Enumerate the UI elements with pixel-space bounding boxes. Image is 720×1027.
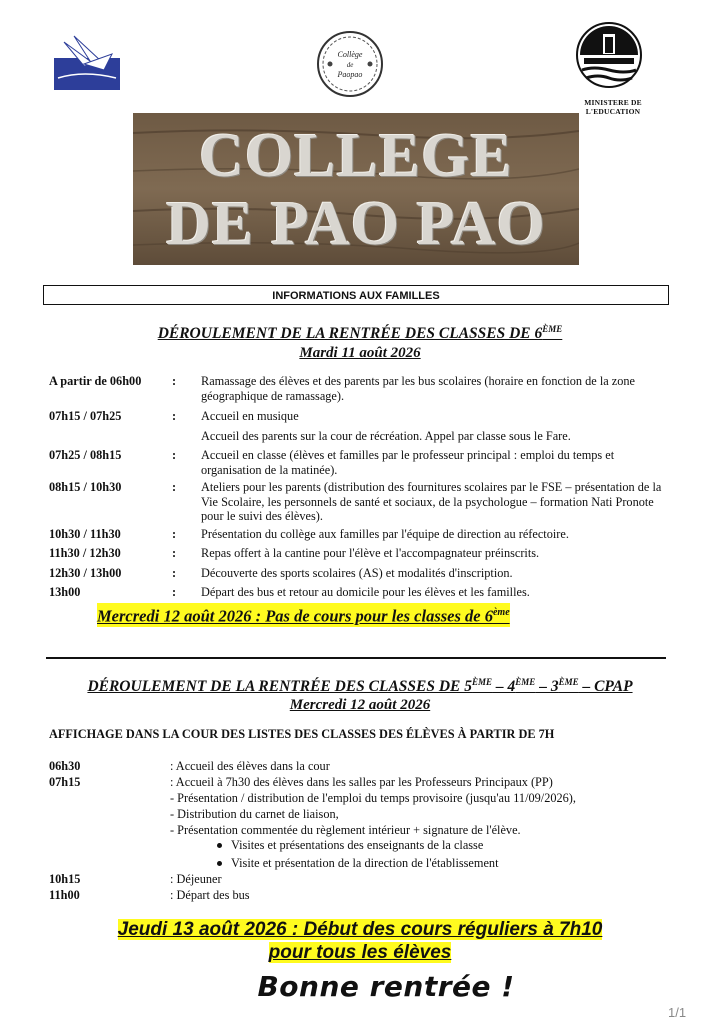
- college-sign-banner: [133, 113, 579, 265]
- section1-title: DÉROULEMENT DE LA RENTRÉE DES CLASSES DE 6ÈME: [157, 324, 563, 343]
- bullet-item: Visite et présentation de la direction de l'établissement: [217, 856, 498, 871]
- section1-subtitle: Mardi 11 août 2026: [299, 345, 421, 361]
- bullet-icon: [217, 861, 222, 866]
- college-seal-logo: [316, 30, 384, 98]
- classes-start-notice: Jeudi 13 août 2026 : Début des cours réguliers à 7h10 pour tous les élèves: [117, 919, 603, 963]
- info-box-title: INFORMATIONS AUX FAMILLES: [43, 285, 669, 305]
- section-divider: [46, 657, 666, 659]
- government-emblem-logo: [574, 20, 644, 90]
- section2-title: DÉROULEMENT DE LA RENTRÉE DES CLASSES DE 5ÈME – 4ÈME – 3ÈME – CPAP: [87, 677, 633, 696]
- closing-message: Bonne rentrée !: [257, 970, 515, 1003]
- svg-text:Collège: Collège: [337, 50, 363, 59]
- sign-line-1: COLLEGE: [199, 122, 513, 190]
- sign-line-2: DE PAO PAO: [166, 190, 546, 258]
- svg-text:de: de: [346, 61, 354, 69]
- section2-subtitle: Mercredi 12 août 2026: [289, 697, 431, 713]
- svg-text:Paopao: Paopao: [337, 70, 363, 79]
- bullet-icon: [217, 843, 222, 848]
- page-number: 1/1: [668, 1005, 687, 1020]
- school-logo-left: [54, 34, 120, 90]
- ministry-label: MINISTERE DE L'EDUCATION: [584, 98, 642, 116]
- class-lists-notice: AFFICHAGE DANS LA COUR DES LISTES DES CLASSES DES ÉLÈVES À PARTIR DE 7H: [49, 727, 555, 741]
- bullet-item: Visites et présentations des enseignants de la classe: [217, 838, 483, 853]
- no-class-notice: Mercredi 12 août 2026 : Pas de cours pour les classes de 6ème: [97, 603, 510, 627]
